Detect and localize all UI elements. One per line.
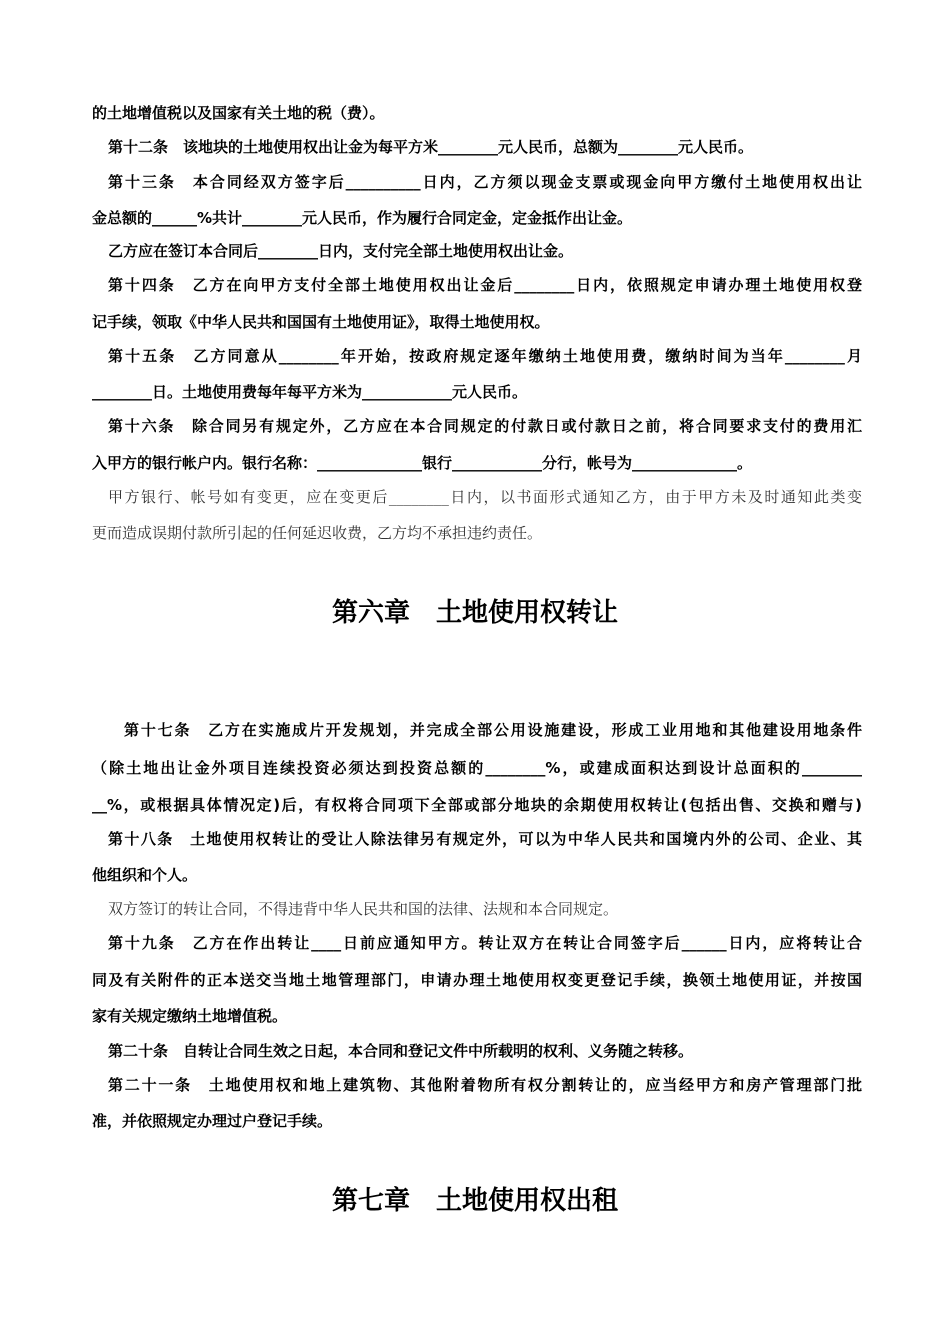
article-16: 第十六条 除合同另有规定外，乙方应在本合同规定的付款日或付款日之前，将合同要求支付的费用汇 <box>108 417 862 435</box>
paragraph-line: 准，并依照规定办理过户登记手续。 <box>92 1112 333 1130</box>
paragraph-line: ________日。土地使用费每年每平方米为____________元人民币。 <box>92 383 528 401</box>
paragraph-line: 入甲方的银行帐户内。银行名称：______________银行____________分行，帐号为______________。 <box>92 454 753 472</box>
paragraph-line: 他组织和个人。 <box>92 866 198 884</box>
article-19: 第十九条 乙方在作出转让____日前应通知甲方。转让双方在转让合同签字后______日内，应将转让合 <box>108 934 862 952</box>
paragraph-line: 记手续，领取《中华人民共和国国有土地使用证》，取得土地使用权。 <box>92 313 550 331</box>
chapter-7-heading: 第七章 土地使用权出租 <box>331 1186 618 1216</box>
paragraph-line: 同及有关附件的正本送交当地土地管理部门，申请办理土地使用权变更登记手续，换领土地使用证，并按国 <box>92 971 862 989</box>
article-17: 第十七条 乙方在实施成片开发规划，并完成全部公用设施建设，形成工业用地和其他建设用地条件 <box>124 721 862 739</box>
paragraph-line: 金总额的______%共计________元人民币，作为履行合同定金，定金抵作出让金。 <box>92 209 633 227</box>
paragraph-line: __%，或根据具体情况定)后，有权将合同项下全部或部分地块的余期使用权转让(包括出售、交换和赠与) <box>92 796 862 814</box>
paragraph-line: 乙方应在签订本合同后________日内，支付完全部土地使用权出让金。 <box>108 242 574 260</box>
article-12: 第十二条 该地块的土地使用权出让金为每平方米________元人民币，总额为________元人民币。 <box>108 138 754 156</box>
paragraph-line: （除土地出让金外项目连续投资必须达到投资总额的________%，或建成面积达到设计总面积的________ <box>92 759 862 777</box>
paragraph-line: 家有关规定缴纳土地增值税。 <box>92 1007 288 1025</box>
article-21: 第二十一条 土地使用权和地上建筑物、其他附着物所有权分割转让的，应当经甲方和房产管理部门批 <box>108 1076 862 1094</box>
chapter-6-heading: 第六章 土地使用权转让 <box>331 598 618 628</box>
paragraph-line: 的土地增值税以及国家有关土地的税（费）。 <box>92 104 385 122</box>
paragraph-line: 更而造成误期付款所引起的任何延迟收费，乙方均不承担违约责任。 <box>92 524 543 542</box>
article-15: 第十五条 乙方同意从________年开始，按政府规定逐年缴纳土地使用费，缴纳时间为当年________月 <box>108 347 862 365</box>
article-14: 第十四条 乙方在向甲方支付全部土地使用权出让金后________日内，依照规定申请办理土地使用权登 <box>108 276 862 294</box>
article-13: 第十三条 本合同经双方签字后__________日内，乙方须以现金支票或现金向甲方缴付土地使用权出让 <box>108 173 862 191</box>
article-20: 第二十条 自转让合同生效之日起，本合同和登记文件中所载明的权利、义务随之转移。 <box>108 1042 694 1060</box>
paragraph-line: 双方签订的转让合同，不得违背中华人民共和国的法律、法规和本合同规定。 <box>108 900 619 918</box>
paragraph-line: 甲方银行、帐号如有变更，应在变更后________日内，以书面形式通知乙方，由于甲方未及时通知此类变 <box>108 488 862 506</box>
article-18: 第十八条 土地使用权转让的受让人除法律另有规定外，可以为中华人民共和国境内外的公司、企业、其 <box>108 830 862 848</box>
